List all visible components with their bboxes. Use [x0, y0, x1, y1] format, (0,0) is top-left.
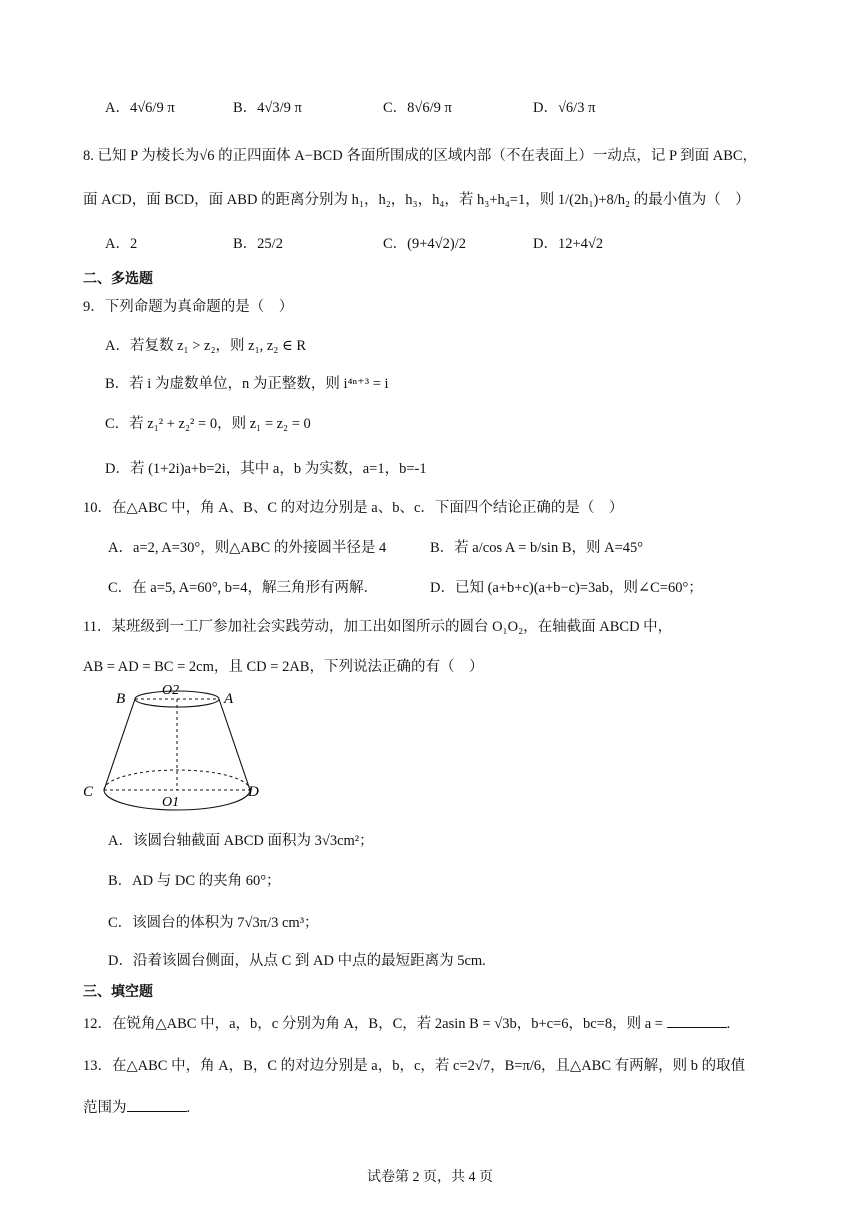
label-a: A	[224, 691, 234, 707]
q11-line1: 11．某班级到一工厂参加社会实践劳动，加工出如图所示的圆台 O₁O₂，在轴截面 ABCD 中，	[83, 619, 673, 635]
q8-option-b: B．25/2	[233, 236, 283, 252]
section-title-multiple-choice: 二、多选题	[83, 271, 153, 287]
q8-option-a: A．2	[105, 236, 138, 252]
q12-line: 12．在锐角△ABC 中，a，b，c 分别为角 A，B，C，若 2asin B = √3b，b+c=6，bc=8，则 a = .	[83, 1013, 730, 1034]
q8-line2: 面 ACD，面 BCD，面 ABD 的距离分别为 h₁，h₂，h₃，h₄，若 h₃+h₄=1，则 1/(2h₁)+8/h₂ 的最小值为（ ）	[83, 192, 750, 208]
label-c: C	[83, 784, 94, 800]
q10-stem: 10．在△ABC 中，角 A、B、C 的对边分别是 a、b、c．下面四个结论正确的是（ ）	[83, 500, 624, 516]
q7-option-b: B．4√3/9 π	[233, 100, 302, 116]
side-bc	[104, 699, 135, 790]
q10-option-d: D．已知 (a+b+c)(a+b−c)=3ab，则∠C=60°；	[430, 580, 703, 596]
q7-option-c: C．8√6/9 π	[383, 100, 452, 116]
q11-option-d: D．沿着该圆台侧面，从点 C 到 AD 中点的最短距离为 5cm.	[108, 953, 486, 969]
q13-line1: 13．在△ABC 中，角 A，B，C 的对边分别是 a，b，c，若 c=2√7，B=π/6，且△ABC 有两解，则 b 的取值	[83, 1058, 746, 1074]
q9-option-a: A．若复数 z₁ > z₂，则 z₁, z₂ ∈ R	[105, 338, 307, 354]
q11-option-b: B．AD 与 DC 的夹角 60°；	[108, 873, 281, 889]
section-title-fill-in: 三、填空题	[83, 984, 153, 1000]
q11-option-c: C．该圆台的体积为 7√3π/3 cm³；	[108, 915, 319, 931]
label-d: D	[248, 784, 259, 800]
q8-option-d: D．12+4√2	[533, 236, 604, 252]
side-ad	[219, 699, 250, 790]
q9-option-c: C．若 z₁² + z₂² = 0，则 z₁ = z₂ = 0	[105, 416, 311, 432]
frustum-figure	[80, 680, 270, 815]
q8-line1: 8. 已知 P 为棱长为√6 的正四面体 A−BCD 各面所围成的区域内部（不在表面上）一动点，记 P 到面 ABC，	[83, 148, 758, 164]
q9-stem: 9．下列命题为真命题的是（ ）	[83, 299, 294, 315]
q9-option-b: B．若 i 为虚数单位，n 为正整数，则 i⁴ⁿ⁺³ = i	[105, 376, 389, 392]
q13-line2: 范围为 .	[83, 1097, 190, 1118]
q9-option-d: D．若 (1+2i)a+b=2i，其中 a，b 为实数，a=1，b=-1	[105, 461, 427, 477]
q11-line2: AB = AD = BC = 2cm，且 CD = 2AB，下列说法正确的有（ ）	[83, 659, 484, 675]
label-o2: O2	[162, 683, 180, 698]
label-b: B	[116, 691, 126, 707]
answer-blank-q12[interactable]	[667, 1013, 727, 1028]
label-o1: O1	[162, 795, 180, 810]
page-footer: 试卷第 2 页，共 4 页	[367, 1170, 493, 1185]
q7-option-d: D．√6/3 π	[533, 100, 596, 116]
q7-option-a: A．4√6/9 π	[105, 100, 175, 116]
q10-option-a: A．a=2, A=30°，则△ABC 的外接圆半径是 4	[108, 540, 387, 556]
q8-option-c: C．(9+4√2)/2	[383, 236, 466, 252]
q11-option-a: A．该圆台轴截面 ABCD 面积为 3√3cm²；	[108, 833, 374, 849]
q10-option-c: C．在 a=5, A=60°, b=4，解三角形有两解．	[108, 580, 378, 596]
answer-blank-q13[interactable]	[127, 1097, 187, 1112]
q10-option-b: B．若 a/cos A = b/sin B，则 A=45°	[430, 540, 644, 556]
